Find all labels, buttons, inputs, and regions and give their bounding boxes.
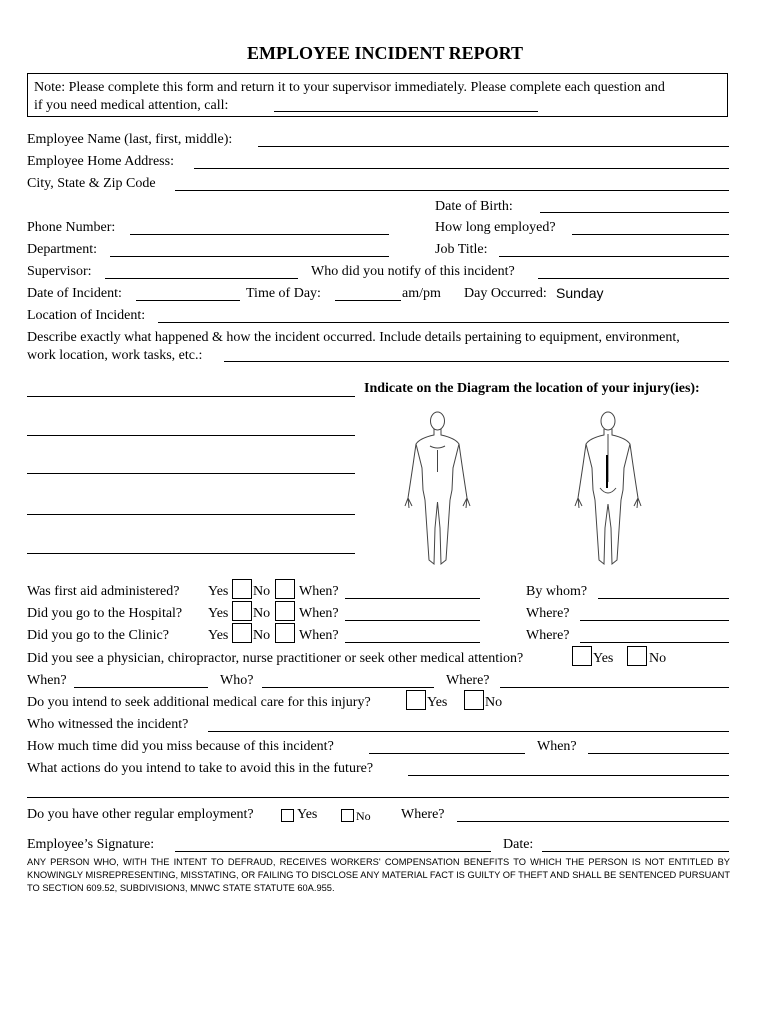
first-aid-yes-checkbox[interactable] — [232, 579, 252, 599]
hospital-where-label: Where? — [526, 606, 570, 621]
first-aid-when-label: When? — [299, 584, 339, 599]
first-aid-yes-label: Yes — [208, 584, 229, 599]
first-aid-when-field[interactable] — [345, 598, 480, 599]
actions-field-1[interactable] — [408, 775, 729, 776]
describe-field-5[interactable] — [27, 514, 355, 515]
clinic-yes-checkbox[interactable] — [232, 623, 252, 643]
describe-field-6[interactable] — [27, 553, 355, 554]
time-missed-field[interactable] — [369, 753, 525, 754]
city-state-zip-field[interactable] — [175, 190, 729, 191]
describe-field-2[interactable] — [27, 396, 355, 397]
note-box — [27, 73, 728, 117]
describe-line-1: Describe exactly what happened & how the incident occurred. Include details pertaining to equipment, environment, — [27, 330, 680, 345]
actions-label: What actions do you intend to take to avoid this in the future? — [27, 761, 374, 776]
describe-field-4[interactable] — [27, 473, 355, 474]
other-employment-no-checkbox[interactable] — [341, 809, 354, 822]
home-address-field[interactable] — [194, 168, 729, 169]
city-state-zip-label: City, State & Zip Code — [27, 176, 156, 191]
employee-name-label: Employee Name (last, first, middle): — [27, 132, 233, 147]
hospital-no-checkbox[interactable] — [275, 601, 295, 621]
hospital-yes-checkbox[interactable] — [232, 601, 252, 621]
witnessed-label: Who witnessed the incident? — [27, 717, 189, 732]
physician-yes-checkbox[interactable] — [572, 646, 592, 666]
body-back-diagram[interactable] — [568, 410, 648, 570]
time-missed-when-field[interactable] — [588, 753, 729, 754]
clinic-yes-label: Yes — [208, 628, 229, 643]
time-missed-label: How much time did you miss because of this incident? — [27, 739, 334, 754]
supervisor-label: Supervisor: — [27, 264, 92, 279]
signature-label: Employee’s Signature: — [27, 837, 155, 852]
day-occurred-label: Day Occurred: — [464, 286, 547, 301]
signature-field[interactable] — [175, 851, 491, 852]
additional-care-no-checkbox[interactable] — [464, 690, 484, 710]
diagram-instruction: Indicate on the Diagram the location of your injury(ies): — [364, 381, 700, 396]
additional-care-yes-checkbox[interactable] — [406, 690, 426, 710]
physician-yes-label: Yes — [593, 651, 614, 666]
hospital-no-label: No — [253, 606, 271, 621]
department-label: Department: — [27, 242, 97, 257]
witnessed-field[interactable] — [208, 731, 729, 732]
note-line-2: if you need medical attention, call: — [34, 98, 229, 113]
phone-field[interactable] — [130, 234, 389, 235]
other-employment-where-field[interactable] — [457, 821, 729, 822]
hospital-when-label: When? — [299, 606, 339, 621]
hospital-label: Did you go to the Hospital? — [27, 606, 183, 621]
dob-field[interactable] — [540, 212, 729, 213]
hospital-when-field[interactable] — [345, 620, 480, 621]
other-employment-no-label: No — [356, 809, 371, 823]
clinic-where-field[interactable] — [580, 642, 729, 643]
dob-label: Date of Birth: — [435, 199, 513, 214]
first-aid-no-label: No — [253, 584, 271, 599]
first-aid-label: Was first aid administered? — [27, 584, 180, 599]
day-occurred-value[interactable]: Sunday — [556, 285, 604, 301]
how-long-label: How long employed? — [435, 220, 556, 235]
employee-name-field[interactable] — [258, 146, 729, 147]
body-front-diagram[interactable] — [400, 410, 475, 570]
other-employment-yes-checkbox[interactable] — [281, 809, 294, 822]
first-aid-no-checkbox[interactable] — [275, 579, 295, 599]
additional-care-yes-label: Yes — [427, 695, 448, 710]
time-of-day-field[interactable] — [335, 300, 401, 301]
physician-no-label: No — [649, 651, 667, 666]
location-field[interactable] — [158, 322, 729, 323]
physician-where-label: Where? — [446, 673, 490, 688]
who-notify-label: Who did you notify of this incident? — [311, 264, 515, 279]
date-incident-field[interactable] — [136, 300, 240, 301]
additional-care-label: Do you intend to seek additional medical care for this injury? — [27, 695, 371, 710]
describe-field-1[interactable] — [224, 361, 729, 362]
legal-disclaimer: ANY PERSON WHO, WITH THE INTENT TO DEFRAUD, RECEIVES WORKERS' COMPENSATION BENEFITS TO WHICH THE PERSON IS NOT ENTITLED BY KNOWINGLY MISREPRESENTING, MISSTATING, OR FAILING TO DISCLOSE ANY MATERIAL FACT IS GUILTY OF THEFT AND SHALL BE SENTENCED PURSUANT TO SECTION 609.52, SUBDIVISION3, MNWC STATE STATUTE 60A.955. — [27, 857, 730, 893]
time-missed-when-label: When? — [537, 739, 577, 754]
location-label: Location of Incident: — [27, 308, 146, 323]
note-line-1: Note: Please complete this form and return it to your supervisor immediately. Please complete each question and — [34, 80, 665, 95]
other-employment-yes-label: Yes — [297, 807, 318, 822]
other-employment-label: Do you have other regular employment? — [27, 807, 254, 822]
by-whom-field[interactable] — [598, 598, 729, 599]
clinic-where-label: Where? — [526, 628, 570, 643]
describe-line-2: work location, work tasks, etc.: — [27, 348, 203, 363]
physician-when-label: When? — [27, 673, 67, 688]
hospital-yes-label: Yes — [208, 606, 229, 621]
time-of-day-label: Time of Day: — [246, 286, 321, 301]
form-title: EMPLOYEE INCIDENT REPORT — [246, 43, 524, 63]
physician-when-field[interactable] — [74, 687, 208, 688]
job-title-field[interactable] — [499, 256, 729, 257]
supervisor-field[interactable] — [105, 278, 298, 279]
home-address-label: Employee Home Address: — [27, 154, 174, 169]
additional-care-no-label: No — [485, 695, 503, 710]
describe-field-3[interactable] — [27, 435, 355, 436]
physician-label: Did you see a physician, chiropractor, nurse practitioner or seek other medical attention? — [27, 651, 524, 666]
physician-where-field[interactable] — [500, 687, 729, 688]
physician-who-label: Who? — [220, 673, 254, 688]
by-whom-label: By whom? — [526, 584, 588, 599]
clinic-no-checkbox[interactable] — [275, 623, 295, 643]
clinic-no-label: No — [253, 628, 271, 643]
who-notify-field[interactable] — [538, 278, 729, 279]
job-title-label: Job Title: — [435, 242, 488, 257]
physician-who-field[interactable] — [262, 687, 434, 688]
clinic-when-field[interactable] — [345, 642, 480, 643]
other-employment-where-label: Where? — [401, 807, 445, 822]
phone-label: Phone Number: — [27, 220, 116, 235]
attention-phone-field[interactable] — [274, 111, 538, 112]
clinic-when-label: When? — [299, 628, 339, 643]
department-field[interactable] — [110, 256, 389, 257]
signature-date-field[interactable] — [542, 851, 729, 852]
how-long-field[interactable] — [572, 234, 729, 235]
actions-field-2[interactable] — [27, 797, 729, 798]
signature-date-label: Date: — [503, 837, 534, 852]
clinic-label: Did you go to the Clinic? — [27, 628, 169, 643]
date-incident-label: Date of Incident: — [27, 286, 122, 301]
physician-no-checkbox[interactable] — [627, 646, 647, 666]
ampm-label: am/pm — [402, 286, 441, 301]
hospital-where-field[interactable] — [580, 620, 729, 621]
